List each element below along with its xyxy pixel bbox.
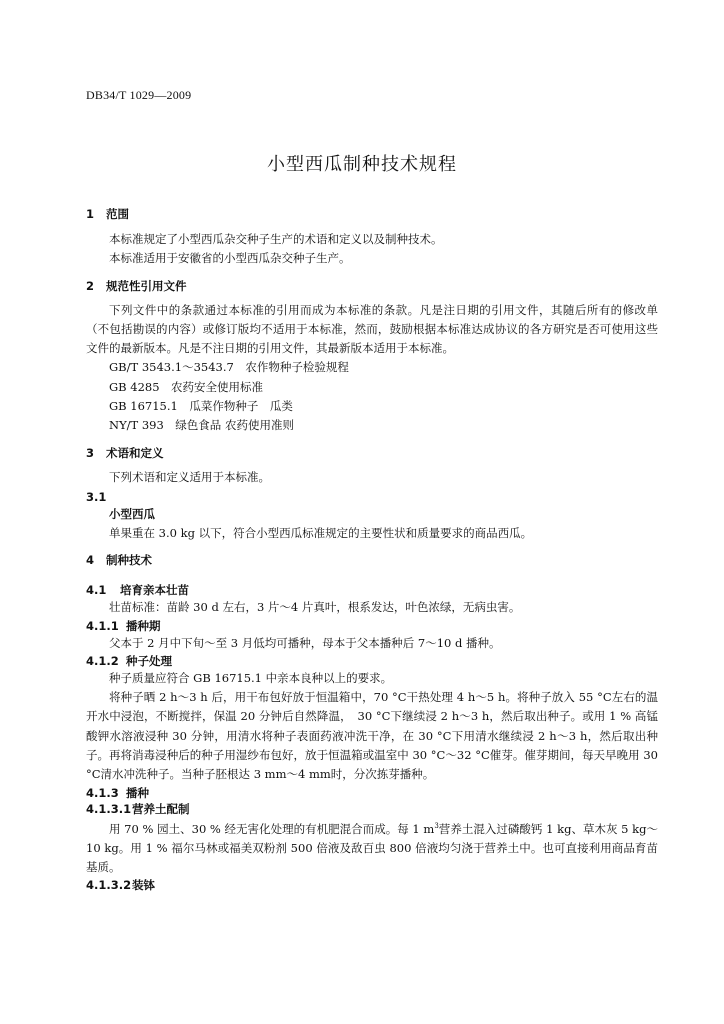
term-definition: 单果重在 3.0 kg 以下，符合小型西瓜标准规定的主要性状和质量要求的商品西瓜。 bbox=[109, 525, 533, 540]
text-run: 营养土混入过磷酸钙 1 kg、草木灰 5 kg～10 kg。用 1 % 福尔马林或福美双粉剂 500 倍液及敌百虫 800 倍液均匀浇于营养土中。也可直接利用商品育苗基质。 bbox=[86, 821, 658, 875]
term-number: 3.1 bbox=[86, 489, 107, 504]
section-4-1-heading bbox=[86, 582, 658, 598]
term-name: 小型西瓜 bbox=[109, 506, 155, 521]
paragraph: 壮苗标准：苗龄 30 d 左右，3 片～4 片真叶，根系发达，叶色浓绿，无病虫害。 bbox=[109, 600, 521, 615]
reference-item: NY/T 393 绿色食品 农药使用准则 bbox=[109, 418, 294, 433]
section-number: 4.1.3 bbox=[86, 785, 119, 800]
superscript: 3 bbox=[434, 821, 439, 830]
section-4-1-3-2-heading bbox=[86, 877, 658, 893]
paragraph: 本标准规定了小型西瓜杂交种子生产的术语和定义以及制种技术。 bbox=[109, 232, 443, 246]
paragraph: 下列文件中的条款通过本标准的引用而成为本标准的条款。凡是注日期的引用文件，其随后所有的修改单（不包括勘误的内容）或修订版均不适用于本标准，然而，鼓励根据本标准达成协议的各方研究是否可使用这些文件的最新版本。凡是不注日期的引用文件，其最新版本适用于本标准。 bbox=[86, 302, 658, 356]
section-title: 播种 bbox=[126, 785, 149, 800]
section-number: 4.1 bbox=[86, 583, 107, 598]
section-title: 培育亲本壮苗 bbox=[120, 583, 189, 598]
section-4-1-1-heading bbox=[86, 618, 658, 634]
section-3-heading bbox=[86, 445, 658, 461]
document-title: 小型西瓜制种技术规程 bbox=[267, 154, 457, 175]
text-run: 用 70 % 园土、30 % 经无害化处理的有机肥混合而成。每 1 m bbox=[109, 821, 435, 836]
section-number: 2 bbox=[86, 278, 95, 293]
section-number: 4.1.1 bbox=[86, 618, 119, 633]
section-title: 规范性引用文件 bbox=[106, 278, 187, 293]
section-title: 范围 bbox=[106, 207, 129, 221]
section-1-heading bbox=[86, 206, 658, 222]
section-title: 制种技术 bbox=[106, 553, 152, 568]
paragraph: 父本于 2 月中下旬～至 3 月低均可播种，母本于父本播种后 7～10 d 播种。 bbox=[109, 635, 501, 650]
standard-number: DB34/T 1029—2009 bbox=[86, 88, 192, 102]
section-number: 4.1.3.1 bbox=[86, 801, 132, 816]
reference-item: GB 4285 农药安全使用标准 bbox=[109, 379, 264, 394]
section-number: 3 bbox=[86, 445, 95, 460]
section-title: 术语和定义 bbox=[106, 445, 164, 460]
section-number: 4 bbox=[86, 553, 95, 568]
paragraph: 下列术语和定义适用于本标准。 bbox=[109, 469, 270, 484]
paragraph: 将种子晒 2 h～3 h 后，用干布包好放于恒温箱中，70 °C干热处理 4 h～5 h。将种子放入 55 °C左右的温开水中浸泡，不断搅拌，保温 20 分钟后自然降温， 30 °C下继续浸 2 h～3 h，然后取出种子。或用 1 % 高锰酸钾水溶液浸种 30 分钟，用清水将种子表面药液冲洗干净，在 30 °C下用清水继续浸 2 h～3 h，然后取出种子。再将消毒浸种后的种子用湿纱布包好，放于恒温箱或温室中 30 °C～32 °C催芽。催芽期间，每天早晚用 30 °C清水冲洗种子。当种子胚根达 3 mm～4 mm时，分次拣芽播种。 bbox=[86, 690, 658, 782]
section-4-1-3-1-heading bbox=[86, 801, 658, 817]
reference-item: GB/T 3543.1～3543.7 农作物种子检验规程 bbox=[109, 360, 349, 375]
section-title: 装钵 bbox=[132, 878, 155, 893]
section-title: 种子处理 bbox=[126, 653, 172, 668]
section-number: 1 bbox=[86, 207, 95, 221]
section-number: 4.1.2 bbox=[86, 653, 119, 668]
section-title: 播种期 bbox=[126, 618, 161, 633]
section-title: 营养土配制 bbox=[132, 801, 190, 816]
section-4-1-2-heading bbox=[86, 653, 658, 669]
paragraph: 本标准适用于安徽省的小型西瓜杂交种子生产。 bbox=[109, 251, 351, 266]
section-4-1-3-heading bbox=[86, 785, 658, 801]
section-4-heading bbox=[86, 552, 658, 568]
paragraph bbox=[86, 817, 658, 878]
section-number: 4.1.3.2 bbox=[86, 878, 132, 893]
reference-item: GB 16715.1 瓜菜作物种子 瓜类 bbox=[109, 399, 293, 414]
paragraph: 种子质量应符合 GB 16715.1 中亲本良种以上的要求。 bbox=[109, 670, 393, 685]
document-body bbox=[86, 206, 658, 893]
section-2-heading bbox=[86, 278, 658, 294]
